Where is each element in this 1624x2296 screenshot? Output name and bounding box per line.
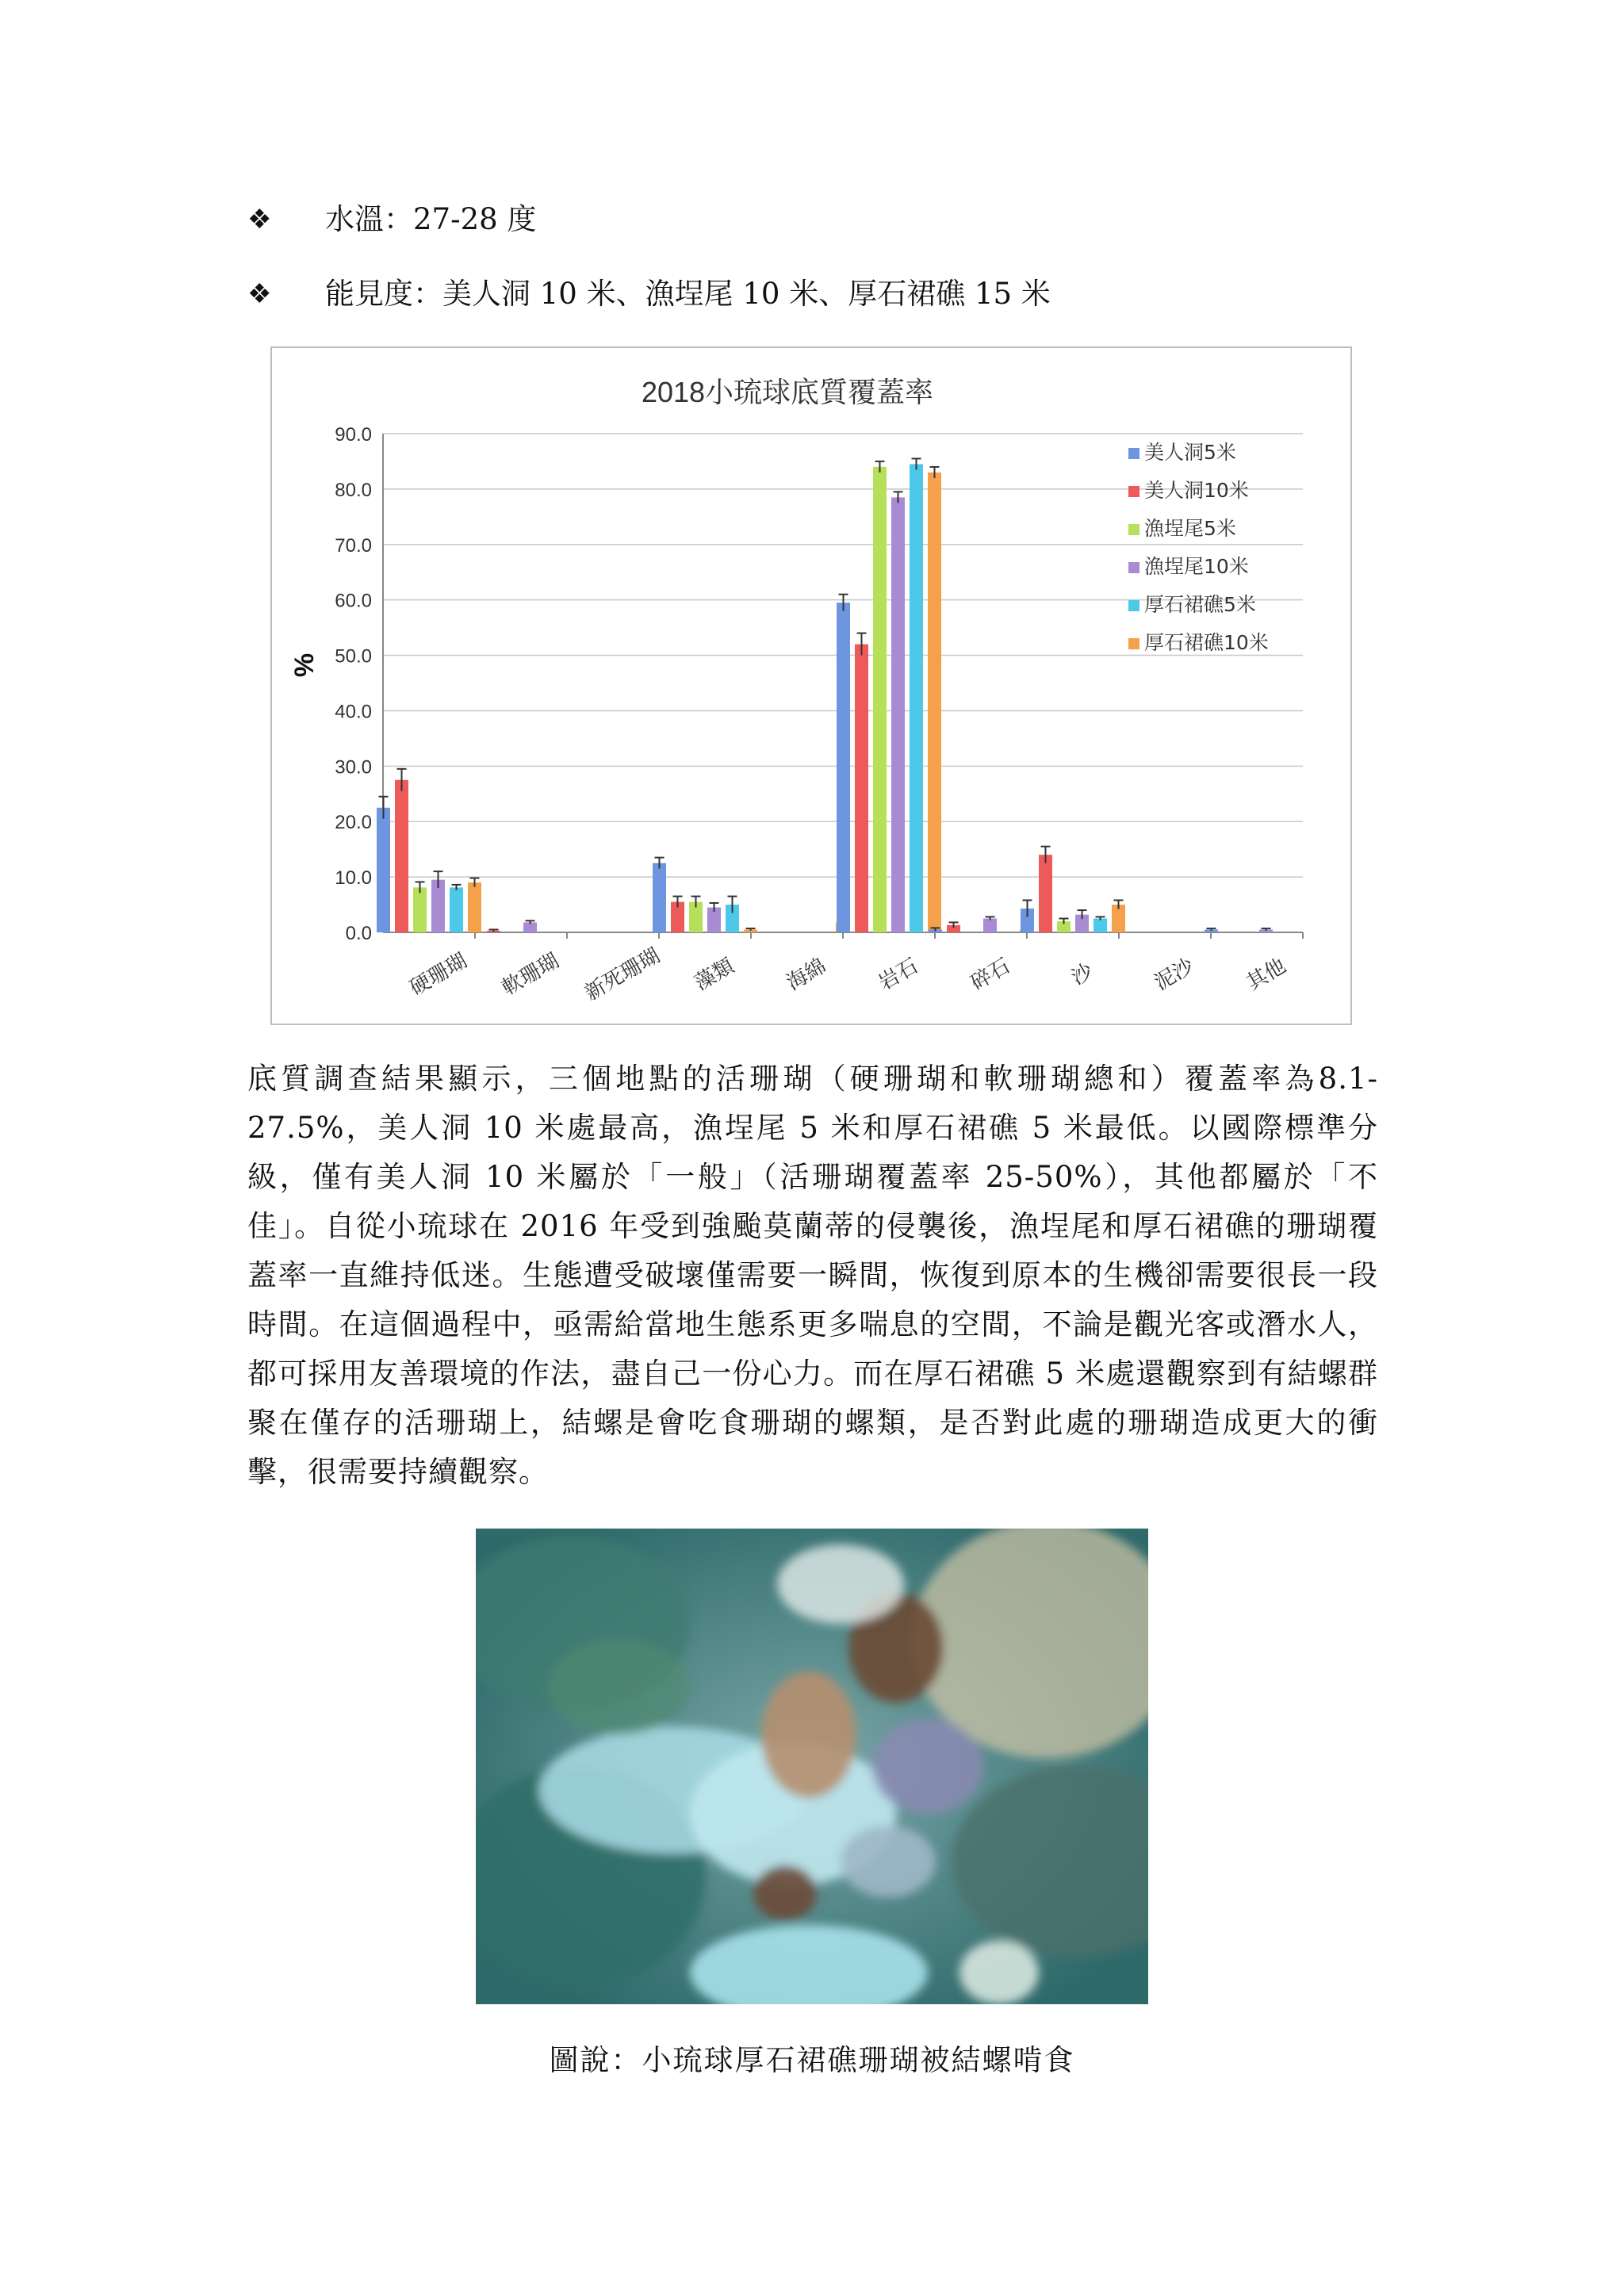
y-tick-label: 90.0 <box>335 424 372 446</box>
chart-canvas <box>272 348 1350 1024</box>
bar <box>873 467 887 932</box>
legend-swatch <box>1128 448 1139 459</box>
y-tick-label: 0.0 <box>345 923 372 944</box>
bar <box>395 780 408 932</box>
bar <box>653 863 666 932</box>
legend-label: 美人洞10米 <box>1144 479 1249 502</box>
diamond-bullet-icon: ❖ <box>247 278 272 310</box>
x-tick-label: 沙 <box>1067 959 1097 990</box>
legend-label: 漁埕尾5米 <box>1144 517 1236 540</box>
body-paragraph: 底質調查結果顯示，三個地點的活珊瑚（硬珊瑚和軟珊瑚總和）覆蓋率為8.1-27.5%，美人洞 10 米處最高，漁埕尾 5 米和厚石裙礁 5 米最低。以國際標準分級，僅有美人洞 10 米屬於「一般」（活珊瑚覆蓋率 25-50%），其他都屬於「不佳」。自從小琉球在 2016 年受到強颱莫蘭蒂的侵襲後，漁埕尾和厚石裙礁的珊瑚覆蓋率一直維持低迷。生態遭受破壞僅需要一瞬間，恢復到原本的生機卻需要很長一段時間。在這個過程中，亟需給當地生態系更多喘息的空間，不論是觀光客或潛水人，都可採用友善環境的作法，盡自己一份心力。而在厚石裙礁 5 米處還觀察到有結螺群聚在僅存的活珊瑚上，結螺是會吃食珊瑚的螺類，是否對此處的珊瑚造成更大的衝擊，很需要持續觀察。 <box>247 1062 1378 1489</box>
bar <box>983 919 997 932</box>
bar <box>928 473 941 932</box>
bar <box>1094 919 1107 932</box>
legend-label: 厚石裙礁10米 <box>1144 631 1269 654</box>
y-tick-label: 20.0 <box>335 812 372 834</box>
legend-label: 美人洞5米 <box>1144 441 1236 464</box>
legend-label: 漁埕尾10米 <box>1144 555 1249 578</box>
water-temp-text: 水溫：27-28 度 <box>325 202 537 236</box>
y-tick-label: 30.0 <box>335 756 372 779</box>
underwater-photo-image <box>476 1529 1148 2004</box>
bar <box>413 887 427 932</box>
bar <box>891 497 905 932</box>
bar <box>910 464 923 932</box>
bar <box>450 887 463 932</box>
x-tick-label: 新死珊瑚 <box>580 943 665 1006</box>
substrate-cover-chart <box>270 346 1352 1025</box>
x-tick-label: 藻類 <box>690 954 739 996</box>
y-tick-label: 70.0 <box>335 534 372 557</box>
visibility-text: 能見度：美人洞 10 米、漁埕尾 10 米、厚石裙礁 15 米 <box>325 277 1051 311</box>
x-tick-label: 海綿 <box>782 954 831 996</box>
y-axis-label: % <box>289 652 320 678</box>
bar <box>1039 855 1052 932</box>
legend-swatch <box>1128 600 1139 611</box>
photo-caption: 圖說：小琉球厚石裙礁珊瑚被結螺啃食 <box>549 2043 1075 2077</box>
y-tick-label: 50.0 <box>335 645 372 668</box>
chart-title: 2018小琉球底質覆蓋率 <box>641 376 934 408</box>
legend-swatch <box>1128 562 1139 573</box>
y-tick-label: 80.0 <box>335 479 372 501</box>
y-tick-label: 10.0 <box>335 867 372 890</box>
legend-swatch <box>1128 486 1139 497</box>
bar <box>855 645 868 932</box>
x-tick-label: 軟珊瑚 <box>497 948 564 1001</box>
y-tick-label: 40.0 <box>335 701 372 723</box>
legend-swatch <box>1128 524 1139 535</box>
y-tick-label: 60.0 <box>335 590 372 612</box>
legend-label: 厚石裙礁5米 <box>1144 593 1256 616</box>
bar <box>377 808 390 932</box>
legend-swatch <box>1128 638 1139 649</box>
x-tick-label: 岩石 <box>874 954 923 996</box>
bar <box>468 882 481 932</box>
bar <box>837 603 850 932</box>
x-tick-label: 泥沙 <box>1150 954 1199 996</box>
diamond-bullet-icon: ❖ <box>247 204 272 235</box>
x-tick-label: 硬珊瑚 <box>405 948 472 1001</box>
x-tick-label: 碎石 <box>966 954 1015 996</box>
coral-snail-photo <box>476 1529 1148 2004</box>
x-tick-label: 其他 <box>1242 954 1291 996</box>
